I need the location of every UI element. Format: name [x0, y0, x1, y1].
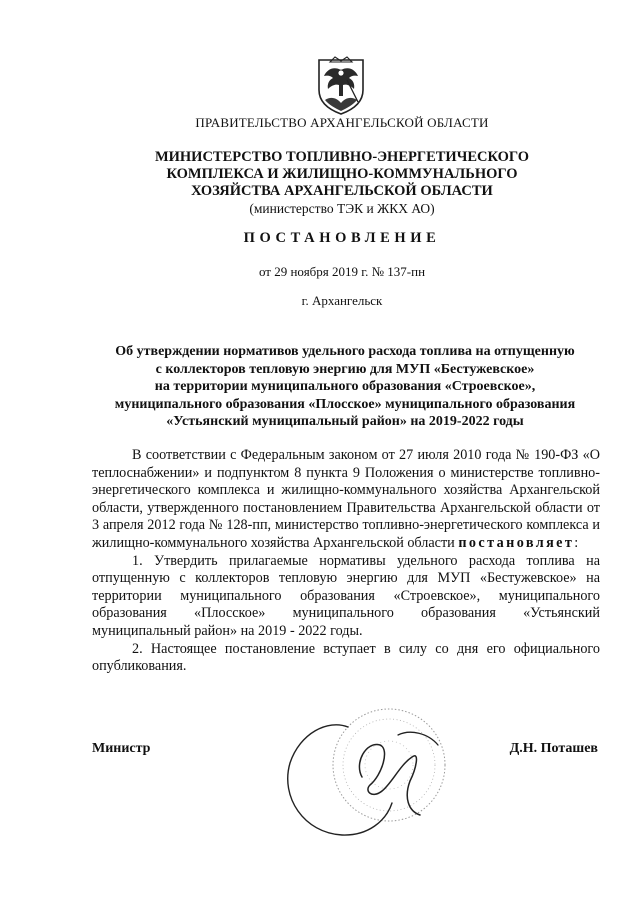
item-1-paragraph: 1. Утвердить прилагаемые нормативы удельного расхода топлива на отпущенную с коллекторов тепловую энергию для МУП «Бестужевское» на территории муниципального образования «Строевское», муниципального образования «Плосское» муниципального образования «Устьянский муниципальный район» на 2019 - 2022 годы.: [92, 552, 600, 639]
preamble-text: В соответствии с Федеральным законом от 27 июля 2010 года № 190-ФЗ «О теплоснабжении» и подпунктом 8 пункта 9 Положения о министерстве топливно-энергетического комплекса и жилищно-коммунального хозяйства Архангельской области, утвержденного постановлением Правительства Архангельской области от 3 апреля 2012 года № 128-пп, министерство топливно-энергетического комплекса и жилищно-коммунального хозяйства Архангельской области: [92, 447, 600, 551]
ministry-abbreviation: (министерство ТЭК и ЖКХ АО): [249, 201, 435, 216]
signatory-title: Министр: [92, 741, 151, 756]
coat-of-arms-icon: [313, 56, 369, 116]
subject-line: «Устьянский муниципальный район» на 2019-2022 годы: [166, 414, 524, 429]
preamble-paragraph: [92, 447, 600, 553]
document-subject: [90, 343, 600, 431]
document-type: ПОСТАНОВЛЕНИЕ: [243, 230, 441, 246]
signature-icon: [270, 705, 470, 845]
item-2-paragraph: 2. Настоящее постановление вступает в силу со дня его официального опубликования.: [92, 640, 600, 675]
ministry-name: [0, 149, 640, 217]
signatory-name: Д.Н. Поташев: [509, 741, 598, 756]
subject-line: Об утверждении нормативов удельного расхода топлива на отпущенную: [115, 344, 575, 359]
subject-line: муниципального образования «Плосское» муниципального образования: [114, 396, 576, 412]
subject-line: на территории муниципального образования «Строевское»,: [154, 379, 536, 394]
document-date-number: от 29 ноября 2019 г. № 137-пн: [258, 264, 426, 279]
document-body: [92, 447, 600, 676]
decree-colon: :: [574, 534, 579, 551]
document-city: г. Архангельск: [301, 293, 383, 308]
government-name: ПРАВИТЕЛЬСТВО АРХАНГЕЛЬСКОЙ ОБЛАСТИ: [195, 115, 489, 130]
subject-line: с коллекторов тепловую энергию для МУП «Бестужевское»: [155, 361, 535, 377]
ministry-line: ХОЗЯЙСТВА АРХАНГЕЛЬСКОЙ ОБЛАСТИ: [191, 183, 493, 199]
decree-word: постановляет: [458, 534, 575, 551]
ministry-line: МИНИСТЕРСТВО ТОПЛИВНО-ЭНЕРГЕТИЧЕСКОГО: [154, 149, 530, 165]
ministry-line: КОМПЛЕКСА И ЖИЛИЩНО-КОММУНАЛЬНОГО: [166, 166, 518, 182]
